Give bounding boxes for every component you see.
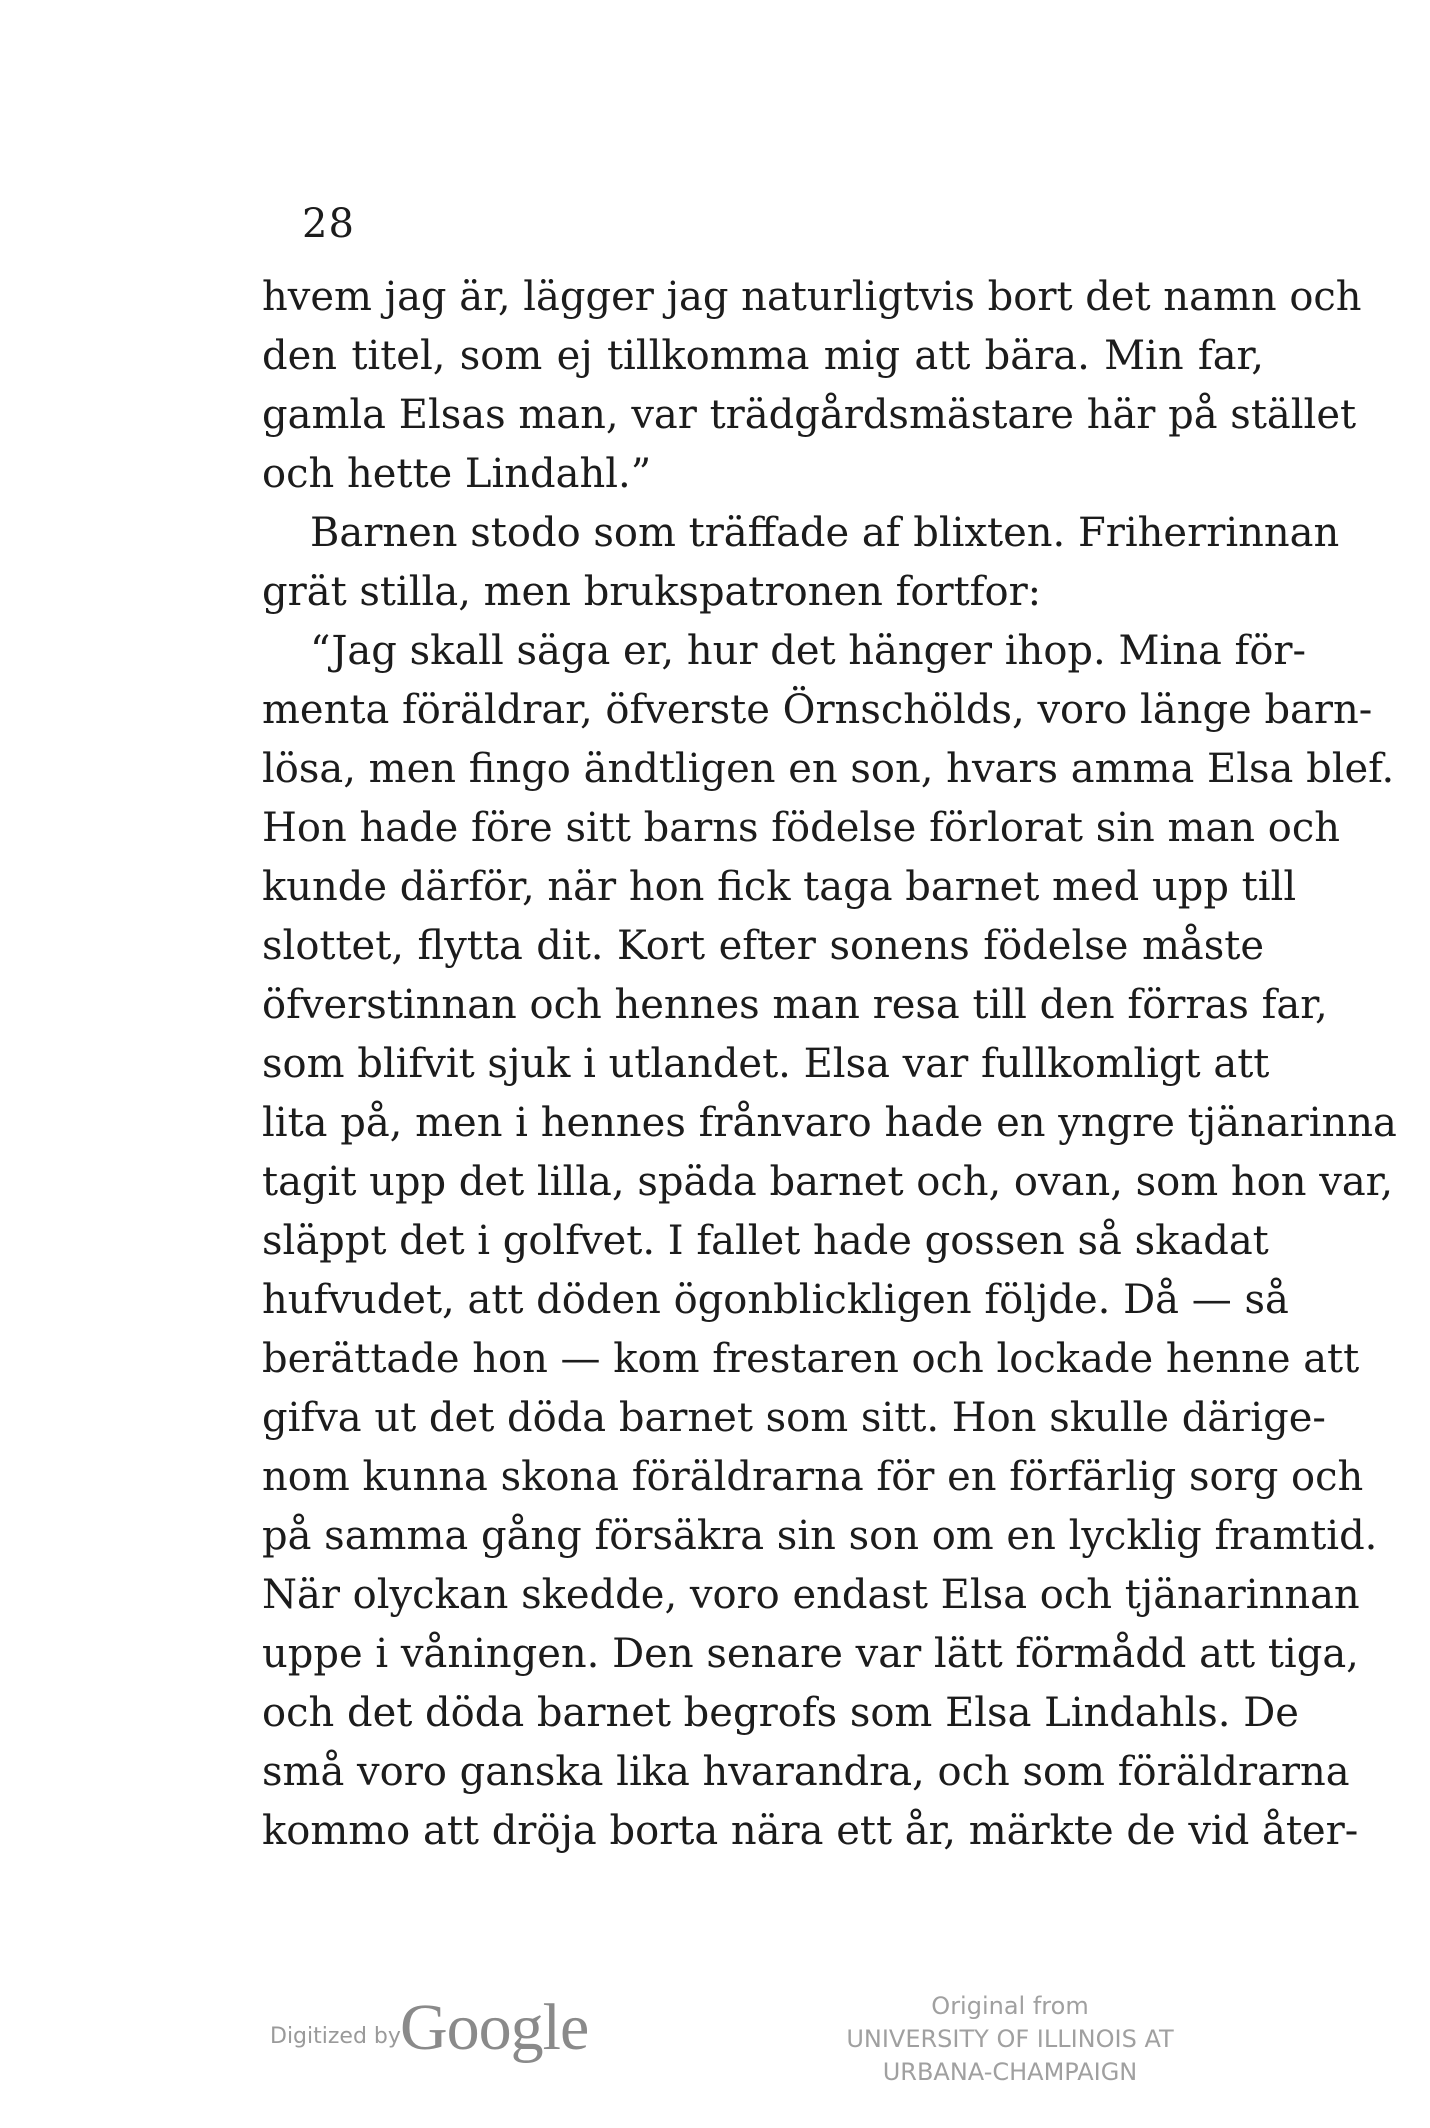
original-from-label: Original from — [931, 1992, 1089, 2020]
text-line: öfverstinnan och hennes man resa till den förras far, — [262, 982, 1328, 1028]
text-line: tagit upp det lilla, späda barnet och, ovan, som hon var, — [262, 1159, 1394, 1205]
text-line: menta föräldrar, öfverste Örnschölds, voro länge barn- — [262, 687, 1373, 733]
text-line: och hette Lindahl.” — [262, 451, 652, 497]
text-line: uppe i våningen. Den senare var lätt förmådd att tiga, — [262, 1631, 1359, 1677]
text-line: och det döda barnet begrofs som Elsa Lindahls. De — [262, 1690, 1299, 1736]
text-line: Barnen stodo som träffade af blixten. Friherrinnan — [310, 510, 1340, 556]
text-line: berättade hon — kom frestaren och lockade henne att — [262, 1336, 1360, 1382]
institution-line-2: URBANA-CHAMPAIGN — [882, 2058, 1138, 2086]
text-line: Hon hade före sitt barns födelse förlorat sin man och — [262, 805, 1341, 851]
text-line: När olyckan skedde, voro endast Elsa och tjänarinnan — [262, 1572, 1360, 1618]
text-line: små voro ganska lika hvarandra, och som föräldrarna — [262, 1749, 1350, 1795]
google-logo: Google — [400, 1991, 589, 2064]
text-line: den titel, som ej tillkomma mig att bära. Min far, — [262, 333, 1264, 379]
text-line: gamla Elsas man, var trädgårdsmästare här på stället — [262, 392, 1357, 438]
text-line: som blifvit sjuk i utlandet. Elsa var fullkomligt att — [262, 1041, 1270, 1087]
text-line: släppt det i golfvet. I fallet hade gossen så skadat — [262, 1218, 1269, 1264]
text-line: gifva ut det döda barnet som sitt. Hon skulle därige- — [262, 1395, 1326, 1441]
institution-line-1: UNIVERSITY OF ILLINOIS AT — [846, 2025, 1174, 2053]
body-text — [262, 268, 1397, 1861]
text-line: “Jag skall säga er, hur det hänger ihop. Mina för- — [310, 628, 1307, 674]
text-line: nom kunna skona föräldrarna för en förfärlig sorg och — [262, 1454, 1364, 1500]
digitized-by-label: Digitized by — [270, 2024, 401, 2049]
text-line: kunde därför, när hon fick taga barnet med upp till — [262, 864, 1297, 910]
text-line: kommo att dröja borta nära ett år, märkte de vid åter- — [262, 1808, 1359, 1854]
text-line: lösa, men fingo ändtligen en son, hvars amma Elsa blef. — [262, 746, 1395, 792]
digitization-footer — [0, 1990, 1430, 2110]
text-line: på samma gång försäkra sin son om en lycklig framtid. — [262, 1513, 1378, 1559]
text-line: hvem jag är, lägger jag naturligtvis bort det namn och — [262, 274, 1362, 320]
text-line: slottet, flytta dit. Kort efter sonens födelse måste — [262, 923, 1264, 969]
text-line: grät stilla, men brukspatronen fortfor: — [262, 569, 1042, 615]
page-number: 28 — [302, 201, 355, 247]
text-line: hufvudet, att döden ögonblickligen följde. Då — så — [262, 1277, 1289, 1323]
original-source — [820, 1990, 1200, 2089]
text-line: lita på, men i hennes frånvaro hade en yngre tjänarinna — [262, 1100, 1397, 1146]
